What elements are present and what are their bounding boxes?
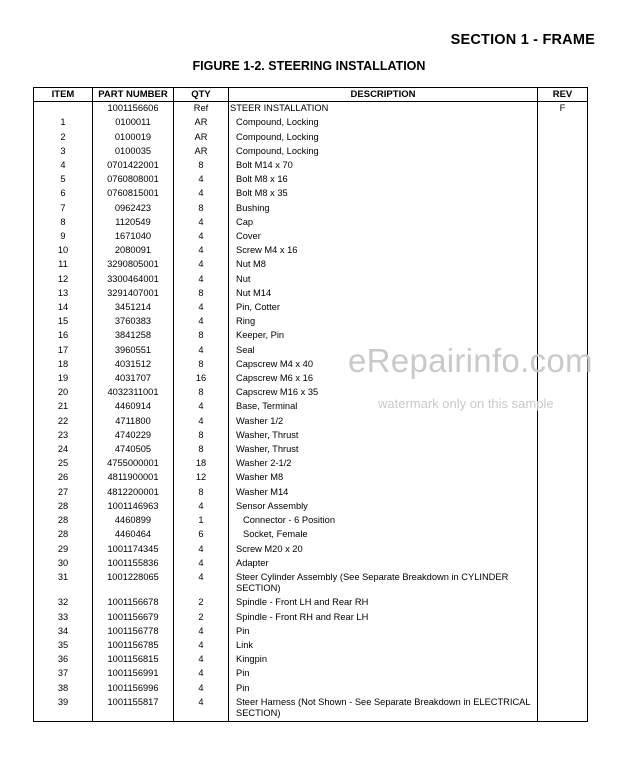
part-number-cell: 4460899 <box>93 514 174 528</box>
rev-cell <box>538 131 588 145</box>
part-number-cell: 4032311001 <box>93 386 174 400</box>
description-cell: Cap <box>229 216 538 230</box>
table-row <box>34 443 588 457</box>
description-cell: Seal <box>229 344 538 358</box>
description-cell: Washer M14 <box>229 486 538 500</box>
table-row <box>34 145 588 159</box>
description-cell: Nut M8 <box>229 258 538 272</box>
table-row <box>34 557 588 571</box>
table-row <box>34 131 588 145</box>
rev-cell <box>538 653 588 667</box>
rev-cell <box>538 667 588 681</box>
description-cell: Washer M8 <box>229 471 538 485</box>
item-cell: 12 <box>34 273 93 287</box>
description-cell: Keeper, Pin <box>229 329 538 343</box>
qty-cell: 4 <box>174 543 229 557</box>
qty-cell: 4 <box>174 667 229 681</box>
item-cell: 34 <box>34 625 93 639</box>
item-cell <box>34 102 93 117</box>
table-row <box>34 273 588 287</box>
qty-cell: 4 <box>174 216 229 230</box>
part-number-cell: 4031512 <box>93 358 174 372</box>
rev-cell <box>538 696 588 722</box>
column-header-item: ITEM <box>34 88 93 102</box>
item-cell: 28 <box>34 528 93 542</box>
qty-cell: 4 <box>174 344 229 358</box>
part-number-cell: 1001228065 <box>93 571 174 596</box>
description-cell: Washer 2-1/2 <box>229 457 538 471</box>
column-header-qty: QTY <box>174 88 229 102</box>
item-cell: 26 <box>34 471 93 485</box>
part-number-cell: 3841258 <box>93 329 174 343</box>
item-cell: 2 <box>34 131 93 145</box>
table-row <box>34 173 588 187</box>
item-cell: 36 <box>34 653 93 667</box>
table-row <box>34 653 588 667</box>
qty-cell: 2 <box>174 596 229 610</box>
description-cell: Adapter <box>229 557 538 571</box>
rev-cell <box>538 202 588 216</box>
qty-cell: Ref <box>174 102 229 117</box>
qty-cell: 4 <box>174 301 229 315</box>
item-cell: 28 <box>34 500 93 514</box>
rev-cell <box>538 258 588 272</box>
table-row <box>34 543 588 557</box>
description-cell: STEER INSTALLATION <box>229 102 538 117</box>
qty-cell: 8 <box>174 386 229 400</box>
item-cell: 14 <box>34 301 93 315</box>
description-cell: Pin, Cotter <box>229 301 538 315</box>
rev-cell <box>538 596 588 610</box>
qty-cell: AR <box>174 116 229 130</box>
qty-cell: 16 <box>174 372 229 386</box>
item-cell: 13 <box>34 287 93 301</box>
item-cell: 20 <box>34 386 93 400</box>
qty-cell: 8 <box>174 429 229 443</box>
part-number-cell: 4460464 <box>93 528 174 542</box>
table-row <box>34 216 588 230</box>
table-row <box>34 514 588 528</box>
qty-cell: 4 <box>174 173 229 187</box>
part-number-cell: 1001146963 <box>93 500 174 514</box>
qty-cell: 4 <box>174 571 229 596</box>
description-cell: Steer Harness (Not Shown - See Separate Breakdown in ELECTRICAL SECTION) <box>229 696 538 722</box>
qty-cell: 4 <box>174 500 229 514</box>
table-row <box>34 230 588 244</box>
description-cell: Capscrew M6 x 16 <box>229 372 538 386</box>
part-number-cell: 2080091 <box>93 244 174 258</box>
rev-cell <box>538 457 588 471</box>
column-header-description: DESCRIPTION <box>229 88 538 102</box>
item-cell: 32 <box>34 596 93 610</box>
table-row <box>34 116 588 130</box>
item-cell: 4 <box>34 159 93 173</box>
rev-cell <box>538 287 588 301</box>
description-cell: Bushing <box>229 202 538 216</box>
description-cell: Washer, Thrust <box>229 429 538 443</box>
table-row <box>34 159 588 173</box>
description-cell: Kingpin <box>229 653 538 667</box>
description-cell: Ring <box>229 315 538 329</box>
rev-cell <box>538 429 588 443</box>
qty-cell: 4 <box>174 273 229 287</box>
part-number-cell: 0100019 <box>93 131 174 145</box>
table-row <box>34 667 588 681</box>
item-cell: 5 <box>34 173 93 187</box>
part-number-cell: 1001174345 <box>93 543 174 557</box>
part-number-cell: 3960551 <box>93 344 174 358</box>
qty-cell: 8 <box>174 287 229 301</box>
table-row <box>34 102 588 117</box>
part-number-cell: 3451214 <box>93 301 174 315</box>
description-cell: Steer Cylinder Assembly (See Separate Breakdown in CYLINDER SECTION) <box>229 571 538 596</box>
table-row <box>34 287 588 301</box>
part-number-cell: 4711800 <box>93 415 174 429</box>
section-title: SECTION 1 - FRAME <box>450 32 595 48</box>
qty-cell: 4 <box>174 415 229 429</box>
table-row <box>34 429 588 443</box>
description-cell: Sensor Assembly <box>229 500 538 514</box>
qty-cell: AR <box>174 145 229 159</box>
qty-cell: 2 <box>174 611 229 625</box>
rev-cell <box>538 159 588 173</box>
part-number-cell: 4755000001 <box>93 457 174 471</box>
description-cell: Connector - 6 Position <box>229 514 538 528</box>
table-row <box>34 471 588 485</box>
part-number-cell: 0100011 <box>93 116 174 130</box>
qty-cell: 8 <box>174 358 229 372</box>
part-number-cell: 0760808001 <box>93 173 174 187</box>
part-number-cell: 4812200001 <box>93 486 174 500</box>
table-row <box>34 528 588 542</box>
item-cell: 29 <box>34 543 93 557</box>
table-row <box>34 596 588 610</box>
qty-cell: 4 <box>174 244 229 258</box>
part-number-cell: 3290805001 <box>93 258 174 272</box>
description-cell: Pin <box>229 682 538 696</box>
description-cell: Socket, Female <box>229 528 538 542</box>
qty-cell: 8 <box>174 443 229 457</box>
part-number-cell: 3291407001 <box>93 287 174 301</box>
part-number-cell: 0962423 <box>93 202 174 216</box>
qty-cell: 6 <box>174 528 229 542</box>
qty-cell: 4 <box>174 696 229 722</box>
qty-cell: AR <box>174 131 229 145</box>
qty-cell: 4 <box>174 682 229 696</box>
part-number-cell: 1001155836 <box>93 557 174 571</box>
rev-cell <box>538 173 588 187</box>
watermark-subtext: watermark only on this sample <box>378 396 554 411</box>
rev-cell <box>538 301 588 315</box>
part-number-cell: 0760815001 <box>93 187 174 201</box>
qty-cell: 4 <box>174 653 229 667</box>
rev-cell <box>538 273 588 287</box>
item-cell: 28 <box>34 514 93 528</box>
description-cell: Spindle - Front RH and Rear LH <box>229 611 538 625</box>
watermark-text: eRepairinfo.com <box>348 342 593 379</box>
rev-cell <box>538 443 588 457</box>
description-cell: Bolt M14 x 70 <box>229 159 538 173</box>
rev-cell <box>538 682 588 696</box>
qty-cell: 4 <box>174 315 229 329</box>
description-cell: Screw M4 x 16 <box>229 244 538 258</box>
description-cell: Capscrew M16 x 35 <box>229 386 538 400</box>
item-cell: 9 <box>34 230 93 244</box>
description-cell: Pin <box>229 667 538 681</box>
item-cell: 24 <box>34 443 93 457</box>
part-number-cell: 1001156815 <box>93 653 174 667</box>
table-row <box>34 696 588 722</box>
item-cell: 11 <box>34 258 93 272</box>
qty-cell: 8 <box>174 329 229 343</box>
table-row <box>34 315 588 329</box>
table-row <box>34 486 588 500</box>
item-cell: 10 <box>34 244 93 258</box>
description-cell: Compound, Locking <box>229 116 538 130</box>
description-cell: Compound, Locking <box>229 145 538 159</box>
item-cell: 39 <box>34 696 93 722</box>
item-cell: 30 <box>34 557 93 571</box>
part-number-cell: 4811900001 <box>93 471 174 485</box>
rev-cell <box>538 514 588 528</box>
item-cell: 25 <box>34 457 93 471</box>
rev-cell <box>538 116 588 130</box>
table-row <box>34 571 588 596</box>
description-cell: Compound, Locking <box>229 131 538 145</box>
table-row <box>34 639 588 653</box>
figure-title: FIGURE 1-2. STEERING INSTALLATION <box>192 59 426 73</box>
description-cell: Screw M20 x 20 <box>229 543 538 557</box>
rev-cell <box>538 216 588 230</box>
part-number-cell: 1001156679 <box>93 611 174 625</box>
rev-cell <box>538 187 588 201</box>
table-row <box>34 187 588 201</box>
item-cell: 21 <box>34 400 93 414</box>
part-number-cell: 3300464001 <box>93 273 174 287</box>
qty-cell: 18 <box>174 457 229 471</box>
rev-cell <box>538 625 588 639</box>
rev-cell <box>538 557 588 571</box>
rev-cell <box>538 244 588 258</box>
item-cell: 6 <box>34 187 93 201</box>
part-number-cell: 1001156778 <box>93 625 174 639</box>
qty-cell: 4 <box>174 639 229 653</box>
description-cell: Bolt M8 x 35 <box>229 187 538 201</box>
part-number-cell: 0701422001 <box>93 159 174 173</box>
rev-cell <box>538 528 588 542</box>
item-cell: 8 <box>34 216 93 230</box>
table-row <box>34 202 588 216</box>
item-cell: 19 <box>34 372 93 386</box>
rev-cell <box>538 500 588 514</box>
column-header-part-number: PART NUMBER <box>93 88 174 102</box>
item-cell: 33 <box>34 611 93 625</box>
item-cell: 35 <box>34 639 93 653</box>
table-row <box>34 258 588 272</box>
item-cell: 3 <box>34 145 93 159</box>
qty-cell: 4 <box>174 557 229 571</box>
item-cell: 17 <box>34 344 93 358</box>
table-row <box>34 301 588 315</box>
table-row <box>34 500 588 514</box>
rev-cell <box>538 639 588 653</box>
item-cell: 1 <box>34 116 93 130</box>
description-cell: Pin <box>229 625 538 639</box>
description-cell: Bolt M8 x 16 <box>229 173 538 187</box>
rev-cell <box>538 415 588 429</box>
part-number-cell: 1001156991 <box>93 667 174 681</box>
description-cell: Spindle - Front LH and Rear RH <box>229 596 538 610</box>
description-cell: Capscrew M4 x 40 <box>229 358 538 372</box>
part-number-cell: 1001156996 <box>93 682 174 696</box>
qty-cell: 4 <box>174 187 229 201</box>
part-number-cell: 4031707 <box>93 372 174 386</box>
part-number-cell: 1001156785 <box>93 639 174 653</box>
item-cell: 23 <box>34 429 93 443</box>
column-header-rev: REV <box>538 88 588 102</box>
table-row <box>34 457 588 471</box>
table-row <box>34 611 588 625</box>
table-row <box>34 415 588 429</box>
description-cell: Nut <box>229 273 538 287</box>
item-cell: 18 <box>34 358 93 372</box>
item-cell: 27 <box>34 486 93 500</box>
parts-table-body <box>34 102 588 722</box>
description-cell: Washer 1/2 <box>229 415 538 429</box>
table-row <box>34 625 588 639</box>
qty-cell: 12 <box>174 471 229 485</box>
part-number-cell: 1120549 <box>93 216 174 230</box>
qty-cell: 8 <box>174 159 229 173</box>
part-number-cell: 1671040 <box>93 230 174 244</box>
rev-cell <box>538 471 588 485</box>
part-number-cell: 3760383 <box>93 315 174 329</box>
part-number-cell: 0100035 <box>93 145 174 159</box>
table-row <box>34 244 588 258</box>
qty-cell: 4 <box>174 230 229 244</box>
part-number-cell: 1001155817 <box>93 696 174 722</box>
description-cell: Link <box>229 639 538 653</box>
qty-cell: 8 <box>174 202 229 216</box>
rev-cell: F <box>538 102 588 117</box>
part-number-cell: 4740505 <box>93 443 174 457</box>
table-row <box>34 682 588 696</box>
rev-cell <box>538 611 588 625</box>
rev-cell <box>538 230 588 244</box>
description-cell: Cover <box>229 230 538 244</box>
description-cell: Washer, Thrust <box>229 443 538 457</box>
rev-cell <box>538 486 588 500</box>
description-cell: Base, Terminal <box>229 400 538 414</box>
item-cell: 38 <box>34 682 93 696</box>
table-header-row <box>34 88 588 102</box>
qty-cell: 8 <box>174 486 229 500</box>
description-cell: Nut M14 <box>229 287 538 301</box>
rev-cell <box>538 315 588 329</box>
item-cell: 37 <box>34 667 93 681</box>
part-number-cell: 1001156606 <box>93 102 174 117</box>
qty-cell: 4 <box>174 258 229 272</box>
rev-cell <box>538 543 588 557</box>
part-number-cell: 4460914 <box>93 400 174 414</box>
item-cell: 7 <box>34 202 93 216</box>
qty-cell: 4 <box>174 400 229 414</box>
item-cell: 15 <box>34 315 93 329</box>
rev-cell <box>538 145 588 159</box>
item-cell: 22 <box>34 415 93 429</box>
item-cell: 31 <box>34 571 93 596</box>
part-number-cell: 1001156678 <box>93 596 174 610</box>
item-cell: 16 <box>34 329 93 343</box>
rev-cell <box>538 571 588 596</box>
part-number-cell: 4740229 <box>93 429 174 443</box>
qty-cell: 4 <box>174 625 229 639</box>
qty-cell: 1 <box>174 514 229 528</box>
